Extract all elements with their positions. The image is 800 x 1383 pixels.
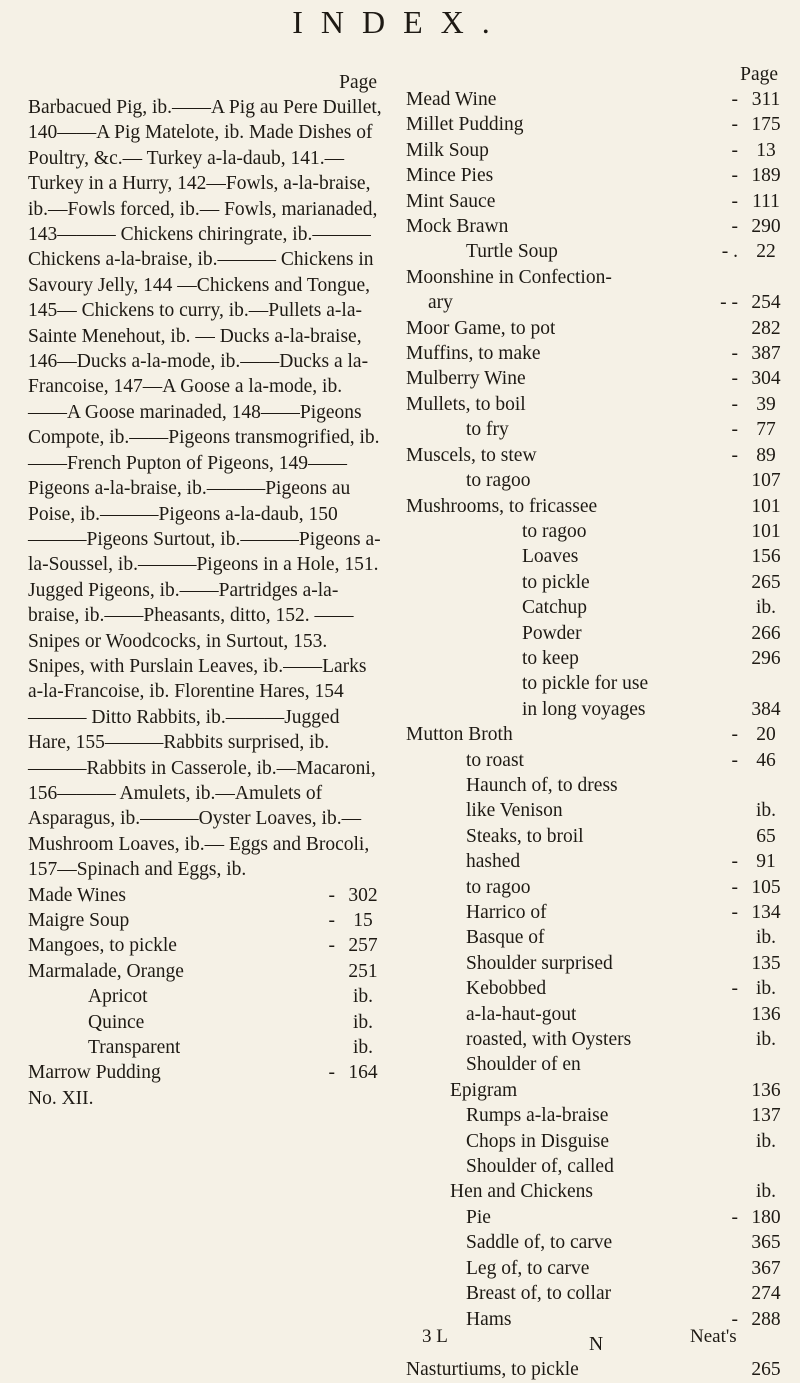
entry-label: hashed — [466, 851, 521, 873]
signature-mark: 3 L — [422, 1326, 448, 1347]
index-entry — [28, 883, 383, 908]
entry-page — [746, 265, 786, 290]
index-entry — [406, 138, 786, 163]
entry-label: Leg of, to carve — [466, 1257, 590, 1279]
entry-page: 254 — [751, 292, 781, 314]
entry-page: 265 — [751, 571, 781, 593]
entry-page: 15 — [353, 910, 373, 931]
entry-page: 105 — [751, 876, 781, 898]
entry-page: 189 — [751, 165, 781, 187]
index-entry — [406, 621, 786, 646]
entry-label: Made Wines — [28, 884, 126, 906]
index-entry — [406, 1129, 786, 1154]
entry-separator: - — [731, 978, 738, 1000]
entry-separator: - — [731, 444, 738, 466]
left-made-dishes-paragraph: Barbacued Pig, ib.——A Pig au Pere Duillet, 140——A Pig Matelote, ib. Made Dishes of Poultry, &c.— Turkey a-la-daub, 141.—Turkey in a Hurry, 142—Fowls, a-la-braise, ib.—Fowls forced, ib.— Fowls, marianaded, 143——— Chickens chiringrate, ib.——— Chickens a-la-braise, ib.——— Chickens in Savoury Jelly, 144 —Chickens and Tongue, 145— Chickens to curry, ib.—Pullets a-la-Sainte Menehout, ib. — Ducks a-la-braise, 146—Ducks a-la-mode, ib.——Ducks a la-Francoise, 147—A Goose a la-mode, ib. ——A Goose marinaded, 148——Pigeons Compote, ib.——Pigeons transmogrified, ib.——French Pupton of Pigeons, 149——Pigeons a-la-braise, ib.———Pigeons au Poise, ib.———Pigeons a-la-daub, 150———Pigeons Surtout, ib.———Pigeons a-la-Soussel, ib.———Pigeons in a Hole, 151. Jugged Pigeons, ib.——Partridges a-la-braise, ib.——Pheasants, ditto, 152. —— Snipes or Woodcocks, in Surtout, 153. Snipes, with Purslain Leaves, ib.——Larks a-la-Francoise, ib. Florentine Hares, 154——— Ditto Rabbits, ib.———Jugged Hare, 155———Rabbits surprised, ib.———Rabbits in Casserole, ib.—Macaroni, 156——— Amulets, ib.—Amulets of Asparagus, ib.———Oyster Loaves, ib.—Mushroom Loaves, ib.— Eggs and Brocoli, 157—Spinach and Eggs, ib. — [28, 97, 382, 881]
entry-separator: - - — [720, 292, 738, 314]
entry-label: a-la-haut-gout — [466, 1003, 577, 1025]
entry-label: Mince Pies — [406, 165, 494, 187]
entry-label: Muscels, to stew — [406, 444, 537, 466]
entry-page: 111 — [752, 190, 780, 212]
index-entry — [406, 392, 786, 417]
entry-page: 367 — [751, 1257, 781, 1279]
index-entry — [406, 1103, 786, 1128]
index-entry — [406, 265, 786, 290]
entry-label: Mutton Broth — [406, 724, 513, 746]
index-entry — [406, 671, 786, 696]
entry-page: 89 — [756, 444, 776, 466]
entry-label: Haunch of, to dress — [466, 774, 618, 796]
index-entry — [406, 1078, 786, 1103]
index-entry — [406, 570, 786, 595]
entry-page: 101 — [751, 495, 781, 517]
entry-page: ib. — [352, 986, 374, 1008]
index-entry — [406, 443, 786, 468]
entry-label: to roast — [466, 749, 524, 771]
entry-label: roasted, with Oysters — [466, 1029, 632, 1051]
right-column — [406, 64, 786, 1383]
index-entry — [406, 494, 786, 519]
index-entry — [406, 976, 786, 1001]
entry-label: Chops in Disguise — [466, 1130, 610, 1152]
entry-separator: - — [731, 165, 738, 187]
entry-page: 265 — [751, 1359, 781, 1381]
entry-label: Mint Sauce — [406, 190, 496, 212]
entry-separator: - — [731, 216, 738, 238]
entry-page: 365 — [751, 1232, 781, 1254]
entry-page: 65 — [756, 825, 776, 847]
entry-label: Moonshine in Confection- — [406, 266, 612, 288]
entry-page: 257 — [348, 935, 378, 957]
index-entry — [28, 1010, 383, 1035]
entry-page: 304 — [751, 368, 781, 390]
entry-separator: - — [731, 749, 738, 771]
index-entry — [406, 925, 786, 950]
entry-label: Breast of, to collar — [466, 1283, 612, 1305]
left-entry-list — [28, 883, 383, 1086]
entry-separator: - — [731, 190, 738, 212]
entry-label: Nasturtiums, to pickle — [406, 1359, 579, 1381]
entry-separator: - — [731, 393, 738, 415]
entry-label: to ragoo — [466, 876, 531, 898]
entry-label: Kebobbed — [466, 978, 547, 1000]
entry-label: Epigram — [450, 1079, 518, 1101]
entry-page — [746, 1052, 786, 1077]
index-entry — [28, 1035, 383, 1060]
entry-page: ib. — [755, 1181, 777, 1203]
entry-label: Transparent — [88, 1037, 181, 1059]
index-entry — [406, 1052, 786, 1077]
entry-separator: - — [731, 114, 738, 136]
index-entry — [406, 875, 786, 900]
entry-label: Muffins, to make — [406, 343, 541, 365]
index-entry — [406, 748, 786, 773]
entry-page: 251 — [348, 960, 378, 982]
index-entry — [406, 824, 786, 849]
index-entry — [406, 341, 786, 366]
right-page-label: Page — [740, 64, 778, 85]
entry-page: 311 — [751, 89, 781, 110]
index-entry — [406, 239, 786, 264]
entry-label: Loaves — [522, 546, 579, 568]
entry-page: 135 — [751, 952, 781, 974]
entry-label: Mangoes, to pickle — [28, 935, 177, 957]
entry-label: Hams — [466, 1308, 512, 1330]
entry-separator: - — [731, 343, 738, 365]
entry-separator: - — [731, 851, 738, 873]
entry-label: Hen and Chickens — [450, 1181, 593, 1203]
entry-page: 101 — [751, 520, 781, 542]
entry-separator: - — [731, 1308, 738, 1330]
entry-label: Shoulder of, called — [466, 1156, 614, 1178]
entry-label: Millet Pudding — [406, 114, 524, 136]
index-entry — [406, 1357, 786, 1382]
entry-label: Mead Wine — [406, 89, 497, 110]
entry-page: 288 — [751, 1308, 781, 1330]
index-entry — [406, 468, 786, 493]
entry-separator: - — [731, 724, 738, 746]
entry-separator: - — [731, 139, 738, 161]
index-entry — [406, 417, 786, 442]
left-signature: No. XII. — [28, 1087, 94, 1109]
entry-label: Basque of — [466, 927, 545, 949]
entry-page: 156 — [751, 546, 781, 568]
entry-page: ib. — [755, 927, 777, 949]
index-entry — [406, 316, 786, 341]
entry-page: 384 — [751, 698, 781, 720]
index-entry — [406, 595, 786, 620]
index-entry — [406, 1256, 786, 1281]
index-entry — [406, 366, 786, 391]
entry-separator: - — [731, 368, 738, 390]
entry-label: ary — [428, 292, 453, 314]
entry-page: ib. — [755, 597, 777, 619]
entry-label: Maigre Soup — [28, 910, 130, 931]
entry-label: to keep — [522, 647, 579, 669]
entry-page: ib. — [352, 1011, 374, 1033]
entry-page: 274 — [751, 1283, 781, 1305]
entry-label: Powder — [522, 622, 582, 644]
index-entry — [406, 773, 786, 798]
index-entry — [406, 1002, 786, 1027]
index-entry — [28, 959, 383, 984]
entry-page: 136 — [751, 1003, 781, 1025]
entry-label: Shoulder of en — [466, 1054, 581, 1076]
index-entry — [28, 984, 383, 1009]
index-entry — [28, 933, 383, 958]
entry-page: ib. — [755, 1130, 777, 1152]
entry-page: ib. — [755, 978, 777, 1000]
index-entry — [28, 908, 383, 933]
entry-separator: - — [731, 89, 738, 110]
entry-label: like Venison — [466, 800, 563, 822]
index-entry — [406, 519, 786, 544]
entry-label: Marmalade, Orange — [28, 960, 184, 982]
entry-page: 13 — [756, 139, 776, 161]
entry-label: Mock Brawn — [406, 216, 509, 238]
entry-page: 164 — [348, 1062, 378, 1084]
entry-page: 91 — [756, 851, 776, 873]
entry-label: to ragoo — [522, 520, 587, 542]
index-entry — [406, 951, 786, 976]
index-entry — [406, 189, 786, 214]
index-entry — [406, 900, 786, 925]
entry-page: 46 — [756, 749, 776, 771]
entry-page — [746, 773, 786, 798]
entry-page — [746, 671, 786, 696]
index-entry — [406, 1179, 786, 1204]
right-entry-list — [406, 87, 786, 1332]
entry-label: Mushrooms, to fricassee — [406, 495, 598, 517]
entry-page: 266 — [751, 622, 781, 644]
index-header: INDEX. — [292, 4, 508, 40]
index-entry — [406, 1027, 786, 1052]
left-page-label: Page — [339, 72, 377, 93]
entry-label: to pickle for use — [522, 673, 649, 695]
entry-page: 137 — [751, 1105, 781, 1127]
entry-page: 296 — [751, 647, 781, 669]
entry-separator: - — [328, 884, 335, 906]
index-entry — [406, 214, 786, 239]
entry-page: 77 — [756, 419, 776, 441]
entry-page: 175 — [751, 114, 781, 136]
entry-separator: - — [731, 876, 738, 898]
entry-page: 290 — [751, 216, 781, 238]
index-entry — [406, 163, 786, 188]
entry-page — [746, 1154, 786, 1179]
entry-label: Steaks, to broil — [466, 825, 584, 847]
index-entry — [406, 112, 786, 137]
entry-page: 107 — [751, 470, 781, 492]
entry-separator: - — [328, 935, 335, 957]
entry-label: Saddle of, to carve — [466, 1232, 613, 1254]
entry-page: 136 — [751, 1079, 781, 1101]
index-entry — [28, 1060, 383, 1085]
entry-page: 302 — [348, 884, 378, 906]
entry-label: Rumps a-la-braise — [466, 1105, 609, 1127]
entry-page: 387 — [751, 343, 781, 365]
entry-label: to fry — [466, 419, 509, 441]
entry-label: Catchup — [522, 597, 587, 619]
index-entry — [406, 722, 786, 747]
index-entry — [406, 646, 786, 671]
entry-separator: - . — [721, 241, 738, 263]
entry-separator: - — [328, 1062, 335, 1084]
entry-separator: - — [731, 419, 738, 441]
entry-page: 20 — [756, 724, 776, 746]
entry-page: 282 — [751, 317, 781, 339]
index-entry — [406, 1205, 786, 1230]
entry-page: 39 — [756, 393, 776, 415]
entry-label: Mulberry Wine — [406, 368, 526, 390]
entry-label: to ragoo — [466, 470, 531, 492]
index-entry — [406, 1230, 786, 1255]
entry-label: Turtle Soup — [466, 241, 558, 263]
entry-page: 22 — [756, 241, 776, 263]
index-entry — [406, 798, 786, 823]
entry-page: ib. — [755, 1029, 777, 1051]
entry-label: Pie — [466, 1206, 491, 1228]
index-entry — [406, 87, 786, 112]
entry-label: Marrow Pudding — [28, 1062, 161, 1084]
section-letter: N — [588, 1333, 604, 1355]
entry-page: 134 — [751, 902, 781, 923]
entry-separator: - — [731, 902, 738, 923]
entry-separator: - — [731, 1206, 738, 1228]
entry-label: Mullets, to boil — [406, 393, 526, 415]
index-entry — [406, 544, 786, 569]
index-entry — [406, 1281, 786, 1306]
index-entry — [406, 290, 786, 315]
entry-label: in long voyages — [522, 698, 646, 720]
index-entry — [406, 697, 786, 722]
index-entry — [406, 1154, 786, 1179]
entry-label: Moor Game, to pot — [406, 317, 556, 339]
entry-page: 180 — [751, 1206, 781, 1228]
entry-label: to pickle — [522, 571, 590, 593]
entry-label: Harrico of — [466, 902, 547, 923]
left-column — [28, 70, 383, 1111]
entry-label: Apricot — [88, 986, 148, 1008]
entry-label: Shoulder surprised — [466, 952, 613, 974]
catchword: Neat's — [690, 1326, 737, 1347]
entry-separator: - — [328, 910, 335, 931]
entry-label: Quince — [88, 1011, 145, 1033]
index-entry — [406, 849, 786, 874]
entry-page: ib. — [755, 800, 777, 822]
entry-label: Milk Soup — [406, 139, 489, 161]
entry-page: ib. — [352, 1037, 374, 1059]
